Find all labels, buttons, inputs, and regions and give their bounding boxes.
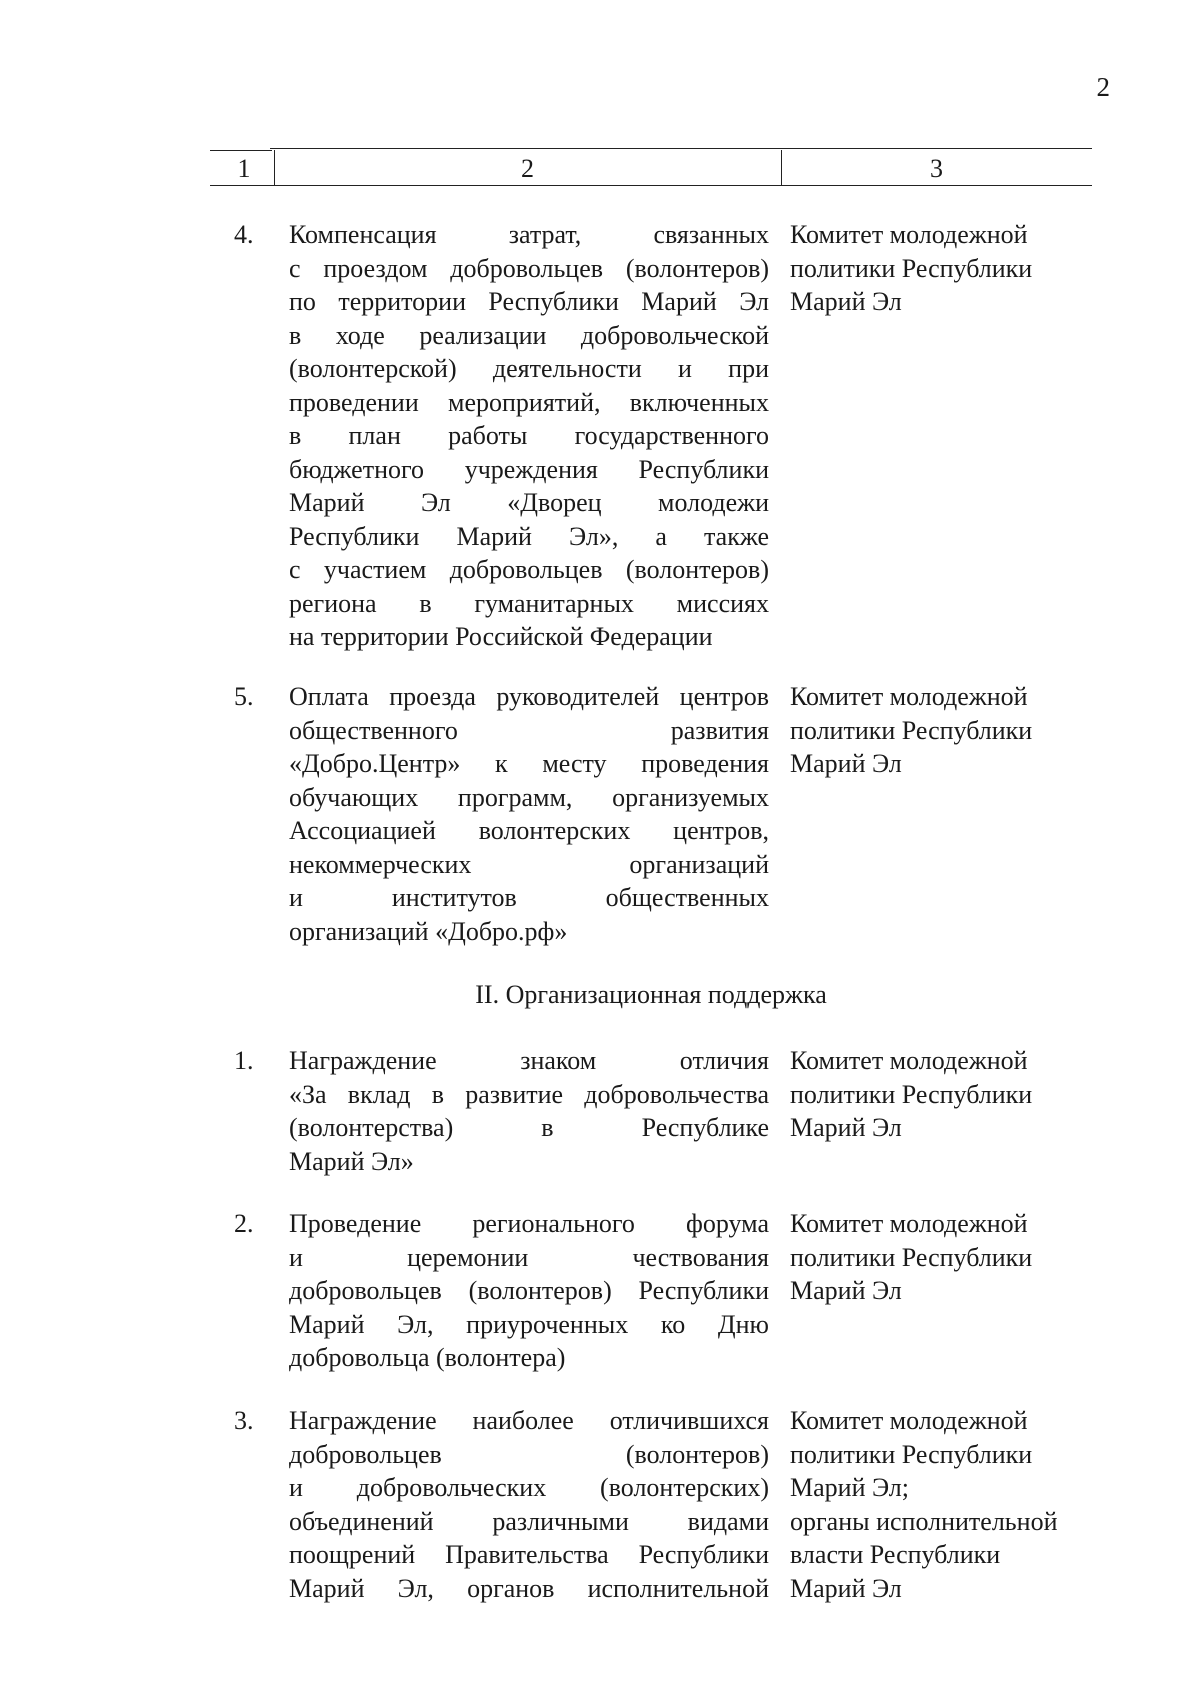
header-top-rule [270, 148, 1092, 149]
header-col-3: 3 [930, 154, 943, 183]
description-line: Республики Марий Эл», а также [289, 521, 769, 551]
description-line: некоммерческих организаций [289, 849, 769, 879]
description-line: по территории Республики Марий Эл [289, 287, 769, 316]
row-responsible [790, 1044, 1110, 1145]
description-line: «Добро.Центр» к месту проведения [289, 749, 769, 778]
description-line: Компенсация затрат, связанных [289, 220, 769, 249]
description-line: (волонтерской) деятельности и при [289, 354, 769, 383]
row-description [289, 218, 769, 654]
description-line: Марий Эл, органов исполнительной [289, 1573, 769, 1603]
row-number: 4. [234, 220, 254, 249]
description-line: поощрений Правительства Республики [289, 1540, 769, 1569]
responsible-line: Марий Эл; [790, 1473, 910, 1502]
responsible-line: политики Республики [790, 1439, 1033, 1469]
description-line: бюджетного учреждения Республики [289, 454, 769, 484]
responsible-line: Комитет молодежной [790, 1406, 1028, 1435]
description-line: (волонтерства) в Республике [289, 1113, 769, 1142]
responsible-line: Марий Эл [790, 1276, 902, 1305]
header-col-2: 2 [521, 154, 534, 183]
description-line: «За вклад в развитие добровольчества [289, 1079, 769, 1109]
description-line: в план работы государственного [289, 421, 769, 450]
description-line: Марий Эл «Дворец молодежи [289, 488, 769, 517]
section-title: II. Организационная поддержка [475, 980, 827, 1009]
responsible-line: политики Республики [790, 715, 1033, 745]
responsible-line: политики Республики [790, 1079, 1033, 1109]
header-bottom-rule [210, 185, 1092, 186]
row-number: 3. [234, 1406, 254, 1435]
page-number: 2 [1096, 72, 1110, 102]
responsible-line: политики Республики [790, 1242, 1033, 1272]
responsible-line: Марий Эл [790, 1113, 902, 1142]
description-line: организаций «Добро.рф» [289, 916, 568, 946]
row-number: 5. [234, 682, 254, 711]
description-line: с проездом добровольцев (волонтеров) [289, 253, 769, 283]
header-top-rule-left [210, 150, 272, 151]
responsible-line: власти Республики [790, 1540, 1001, 1569]
row-number: 1. [234, 1046, 254, 1075]
description-line: объединений различными видами [289, 1506, 769, 1536]
description-line: Марий Эл, приуроченных ко Дню [289, 1309, 769, 1339]
responsible-line: Марий Эл [790, 1573, 902, 1603]
header-col-1: 1 [237, 154, 251, 183]
responsible-line: политики Республики [790, 253, 1033, 283]
row-description [289, 680, 769, 948]
table-column-header [210, 148, 1092, 186]
description-line: Проведение регионального форума [289, 1209, 769, 1238]
description-line: проведении мероприятий, включенных [289, 387, 769, 417]
description-line: в ходе реализации добровольческой [289, 320, 769, 350]
description-line: и добровольческих (волонтерских) [289, 1473, 769, 1502]
description-line: добровольца (волонтера) [289, 1343, 566, 1372]
row-responsible [790, 680, 1110, 781]
description-line: Ассоциацией волонтерских центров, [289, 816, 769, 845]
description-line: обучающих программ, организуемых [289, 782, 769, 812]
description-line: общественного развития [289, 715, 769, 745]
responsible-line: Марий Эл [790, 749, 902, 778]
description-line: Награждение знаком отличия [289, 1046, 769, 1075]
row-description [289, 1044, 769, 1178]
responsible-line: Комитет молодежной [790, 682, 1028, 711]
responsible-line: органы исполнительной [790, 1506, 1058, 1536]
description-line: региона в гуманитарных миссиях [289, 588, 769, 618]
description-line: Награждение наиболее отличившихся [289, 1406, 769, 1435]
description-line: на территории Российской Федерации [289, 622, 713, 651]
row-description [289, 1404, 769, 1605]
description-line: Оплата проезда руководителей центров [289, 682, 769, 711]
description-line: добровольцев (волонтеров) Республики [289, 1276, 769, 1305]
responsible-line: Комитет молодежной [790, 1046, 1028, 1075]
row-responsible [790, 1207, 1110, 1308]
responsible-line: Комитет молодежной [790, 220, 1028, 249]
responsible-line: Марий Эл [790, 287, 902, 316]
description-line: Марий Эл» [289, 1146, 414, 1176]
responsible-line: Комитет молодежной [790, 1209, 1028, 1238]
row-description [289, 1207, 769, 1375]
description-line: и церемонии чествования [289, 1242, 769, 1272]
description-line: с участием добровольцев (волонтеров) [289, 555, 769, 584]
description-line: добровольцев (волонтеров) [289, 1439, 769, 1469]
description-line: и институтов общественных [289, 883, 769, 912]
row-responsible [790, 218, 1110, 319]
row-responsible [790, 1404, 1110, 1605]
row-number: 2. [234, 1209, 254, 1238]
